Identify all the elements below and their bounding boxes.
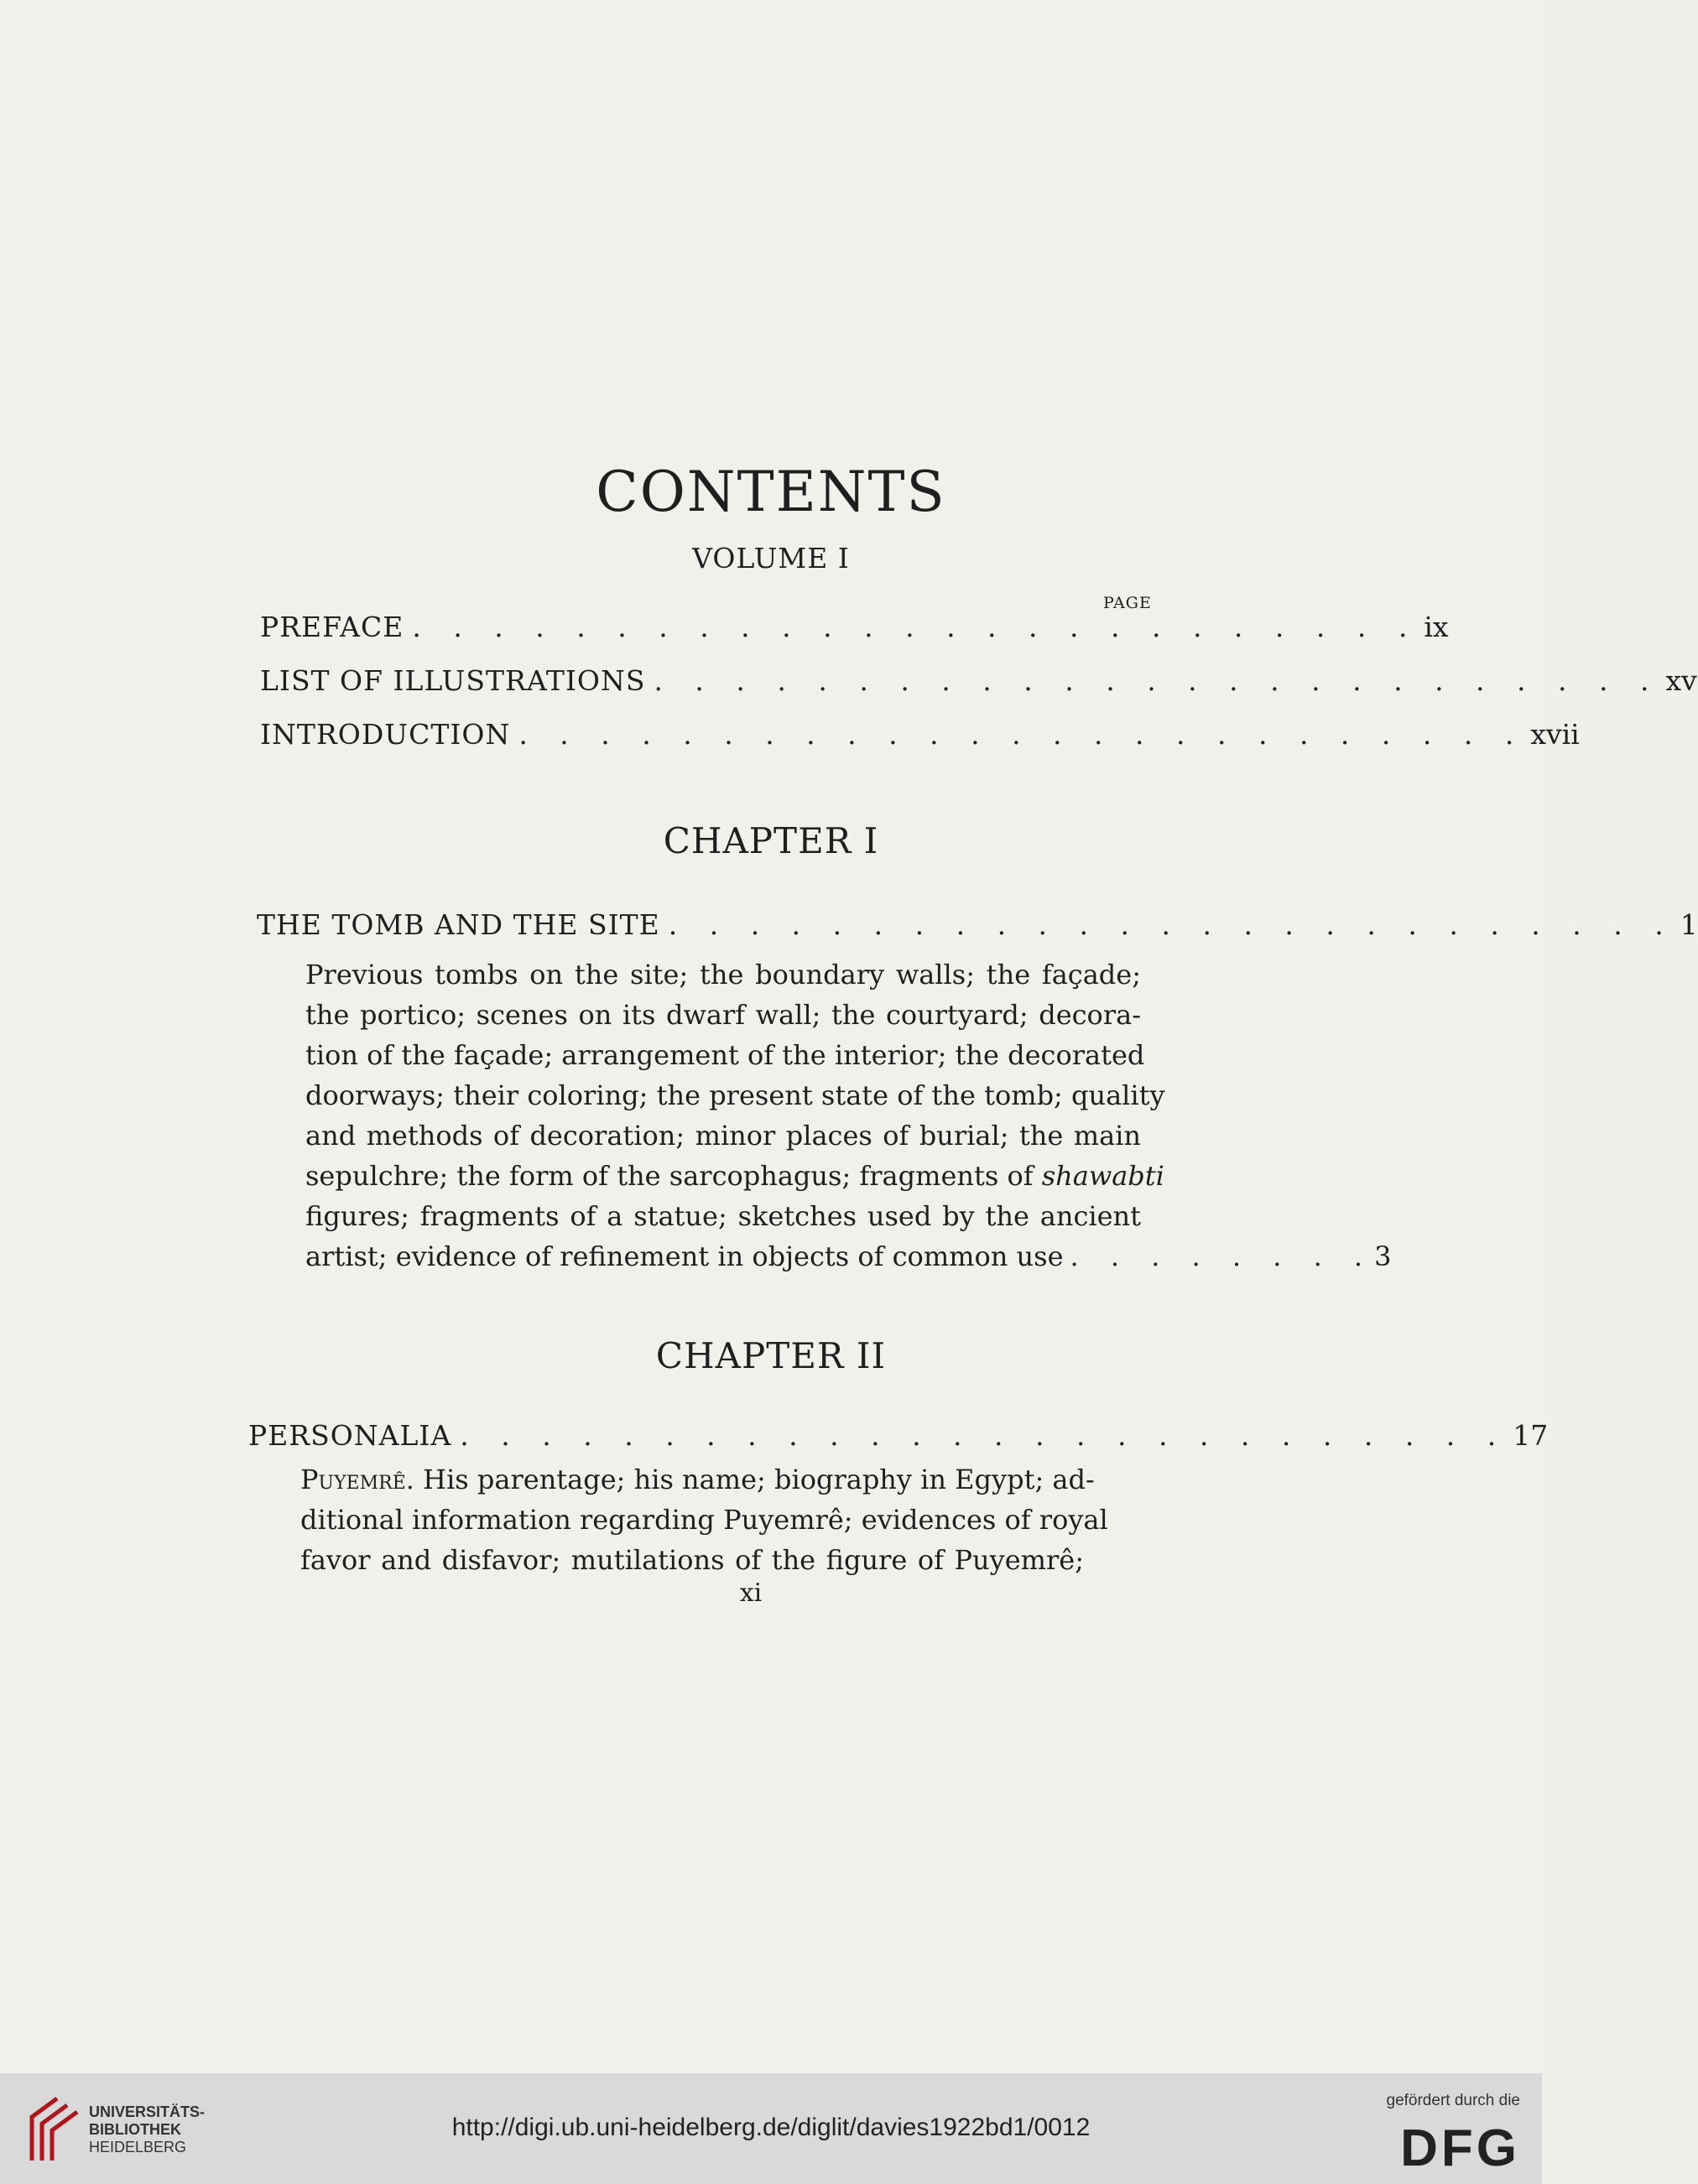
summary-text: artist; evidence of refinement in objects of common use	[305, 1240, 1064, 1272]
footer-bar	[0, 2073, 1542, 2184]
library-name-line: BIBLIOTHEK	[89, 2121, 181, 2138]
toc-entry-label: THE TOMB AND THE SITE	[257, 908, 660, 941]
toc-entry-page: 3	[1374, 1240, 1392, 1272]
dfg-logo: DFG	[1400, 2119, 1520, 2177]
toc-entry-introduction	[260, 718, 1580, 751]
chapter-summary	[300, 1459, 1108, 1580]
leader-dots: . . . . . . . . . . . . . . . . . . . . . . . . .	[654, 664, 1661, 697]
source-url-link[interactable]: http://digi.ub.uni-heidelberg.de/diglit/davies1922bd1/0012	[451, 2114, 1091, 2141]
volume-heading: VOLUME I	[692, 542, 850, 575]
italic-term: shawabti	[1041, 1160, 1164, 1192]
smallcaps-name: Puyemrê.	[300, 1464, 414, 1495]
toc-entry-list-of-illustrations	[260, 664, 1697, 697]
toc-entry-personalia	[248, 1419, 1549, 1452]
toc-entry-label: PREFACE	[260, 611, 404, 643]
summary-line: ditional information regarding Puyemrê; evidences of royal	[300, 1504, 1108, 1536]
summary-text: His parentage; his name; biography in Egypt; ad-	[423, 1464, 1095, 1495]
summary-line	[300, 1459, 1095, 1500]
chapter-heading: CHAPTER II	[655, 1335, 887, 1376]
toc-entry-label: PERSONALIA	[248, 1419, 452, 1452]
summary-line: favor and disfavor; mutilations of the figure of Puyemrê;	[300, 1544, 1084, 1576]
chapter-heading: CHAPTER I	[663, 820, 879, 861]
leader-dots: . . . . . . . . . . . . . . . . . . . . . . . . . .	[460, 1419, 1508, 1452]
summary-line: the portico; scenes on its dwarf wall; the courtyard; decora-	[305, 999, 1141, 1031]
leader-dots: . . . . . . . . . . . . . . . . . . . . . . . . .	[518, 718, 1526, 751]
leader-dots: . . . . . . . . . . . . . . . . . . . . . . . . .	[668, 908, 1675, 941]
page-column-label: PAGE	[1103, 594, 1152, 612]
toc-entry-page: xvii	[1530, 718, 1580, 751]
summary-text: sepulchre; the form of the sarcophagus; fragments of	[305, 1160, 1034, 1192]
toc-entry-label: INTRODUCTION	[260, 718, 511, 751]
library-name-line: UNIVERSITÄTS-	[89, 2103, 206, 2120]
summary-line: and methods of decoration; minor places of burial; the main	[305, 1120, 1141, 1152]
page-title: CONTENTS	[596, 460, 946, 524]
summary-line: Previous tombs on the site; the boundary walls; the façade;	[305, 959, 1141, 991]
leader-dots: . . . . . . . . . . . . . . . . . . . . . . . . .	[412, 611, 1419, 643]
toc-entry-preface	[260, 611, 1449, 643]
funding-note: gefördert durch die	[1386, 2092, 1520, 2109]
chapter-summary	[305, 954, 1392, 1277]
leader-dots: . . . . . . . .	[1070, 1240, 1375, 1272]
library-name-line: HEIDELBERG	[89, 2139, 187, 2155]
toc-entry-page: 1	[1680, 908, 1698, 941]
summary-line	[305, 1236, 1392, 1277]
summary-line: tion of the façade; arrangement of the interior; the decorated	[305, 1039, 1145, 1071]
toc-entry-page: ix	[1424, 611, 1449, 643]
toc-entry-tomb-and-site	[257, 908, 1698, 941]
toc-entry-page: xv	[1665, 664, 1697, 697]
summary-line: figures; fragments of a statue; sketches used by the ancient	[305, 1200, 1141, 1232]
summary-line: doorways; their coloring; the present state of the tomb; quality	[305, 1079, 1165, 1111]
page-number: xi	[739, 1578, 763, 1608]
toc-entry-label: LIST OF ILLUSTRATIONS	[260, 664, 646, 697]
toc-entry-page: 17	[1513, 1419, 1549, 1452]
summary-line	[305, 1156, 1164, 1196]
